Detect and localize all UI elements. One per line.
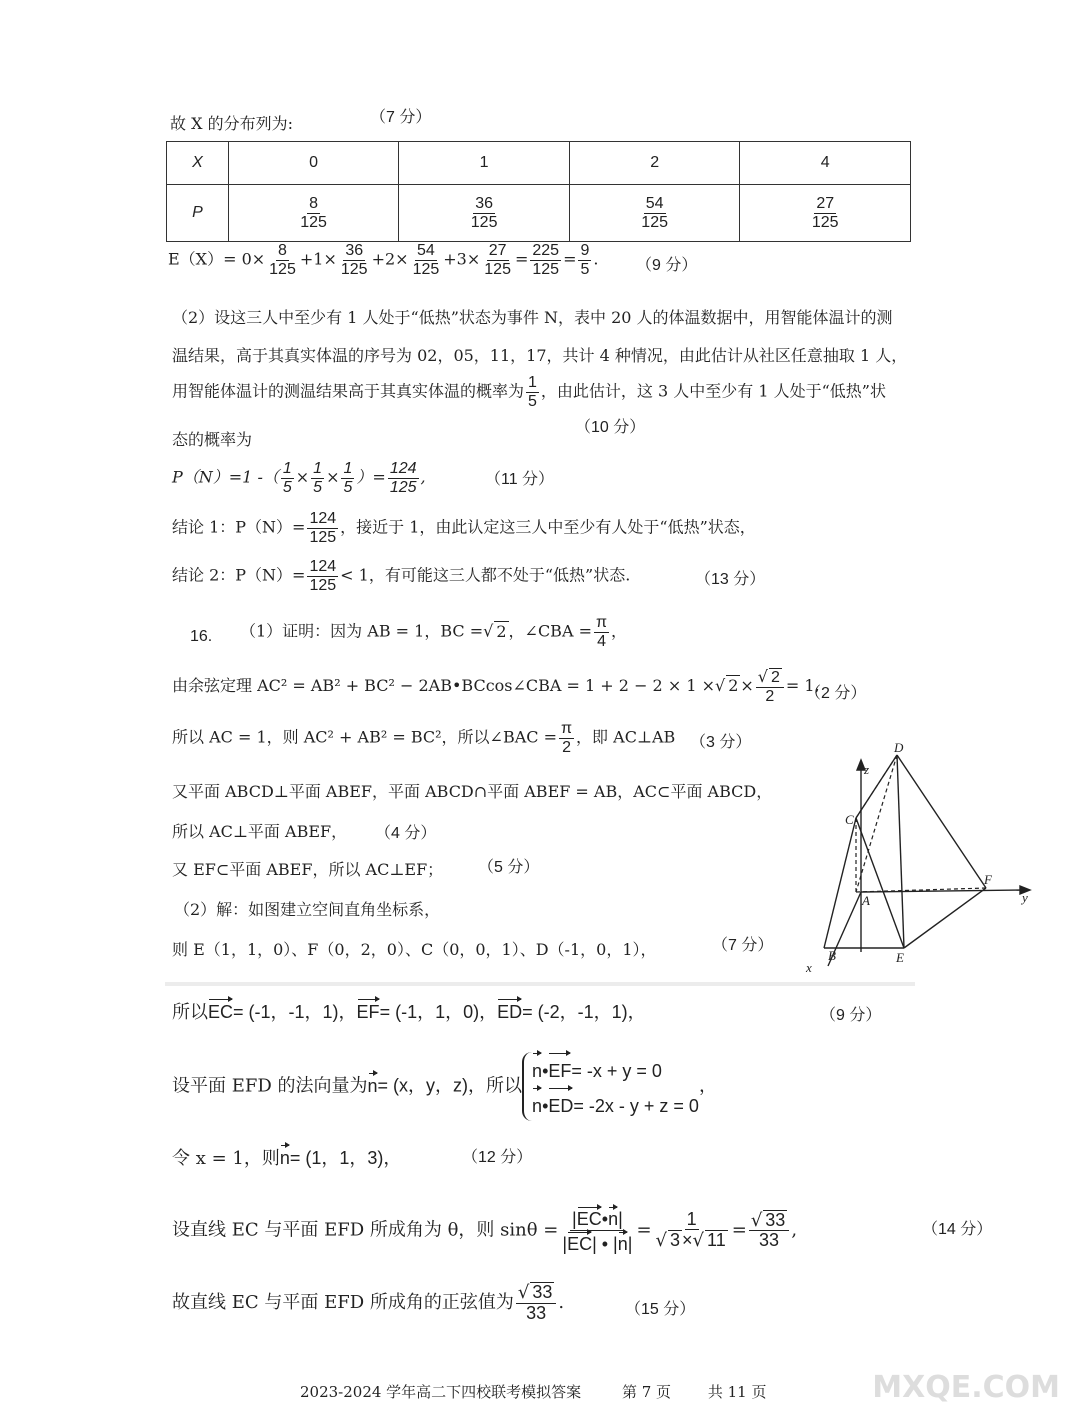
ex-eq: =	[563, 249, 577, 269]
pn-a: P（N）=1 -（	[172, 467, 279, 487]
q16-part1: （1）证明：因为 AB = 1，BC =√ 2 ，∠CBA = $\frac{\pi}{4}$ ，	[240, 614, 628, 650]
label-e: E	[896, 950, 904, 965]
ex-term: +1×	[299, 249, 337, 269]
c1-a: 结论 1：P（N）=	[172, 517, 306, 537]
s2-line3	[172, 374, 886, 410]
score-10: （10 分）	[575, 419, 646, 436]
table-header-cell: 0	[228, 142, 399, 185]
s2-line1: （2）设这三人中至少有 1 人处于“低热”状态为事件 N，表中 20 人的体温数据中，用智能体温计的测	[172, 308, 893, 327]
table-row	[167, 142, 911, 185]
frac-num: 54	[417, 242, 435, 259]
bar: |	[618, 1209, 623, 1229]
times: ×	[682, 1230, 693, 1251]
s2-line3b: ，由此估计，这 3 人中至少有 1 人处于“低热”状	[540, 381, 886, 401]
pn-x: ×	[326, 467, 340, 487]
score-4: （4 分）	[375, 825, 437, 842]
equation-system	[522, 1052, 699, 1121]
p1-b: ，∠CBA =	[508, 621, 592, 641]
c1-b: ，接近于 1，由此认定这三人中至少有人处于“低热”状态，	[340, 517, 756, 537]
pn-x: ×	[295, 467, 310, 487]
conclusion-2	[172, 558, 630, 594]
score-5: （5 分）	[478, 859, 540, 876]
vectors-line	[172, 998, 646, 1024]
frac-num: 225	[532, 242, 560, 259]
edge-de	[897, 755, 904, 948]
frac-den: 125	[309, 528, 337, 546]
frac-num: √ 33	[516, 1282, 557, 1304]
distribution-intro: 故 X 的分布列为:	[170, 114, 293, 133]
part2-intro: （2）解：如图建立空间直角坐标系，	[174, 900, 441, 919]
score-11: （11 分）	[485, 471, 555, 488]
sqrt33: 33	[532, 1282, 553, 1302]
normal-val: = (x，y，z)，所以	[377, 1075, 523, 1096]
label-y: y	[1022, 890, 1028, 905]
vec-ed-val: = (-2，-1，1)，	[522, 1002, 646, 1022]
final-end: .	[558, 1291, 565, 1313]
frac-den: 125	[532, 260, 560, 278]
final-answer	[172, 1282, 564, 1324]
vec-n: n	[368, 1072, 378, 1098]
frac-num: 9	[580, 242, 590, 259]
edge-ef	[904, 888, 986, 948]
vec-ed: ED	[548, 1087, 573, 1122]
ac-line	[172, 720, 675, 756]
footer-page: 第 7 页	[621, 1383, 672, 1401]
s2-line2: 温结果，高于其真实体温的序号为 02，05，11，17，共计 4 种情况，由此估计从社区任意抽取 1 人，	[172, 346, 908, 365]
label-a: A	[862, 893, 870, 908]
frac-num	[570, 1206, 625, 1231]
frac-num: 27	[488, 242, 507, 259]
distribution-table	[166, 141, 911, 242]
score-13: （13 分）	[695, 571, 766, 588]
frac-num: 124	[309, 558, 337, 575]
frac-den: 125	[412, 260, 440, 278]
let-line	[172, 1144, 401, 1170]
frac-den: 2	[562, 738, 571, 756]
p1-end: ，	[611, 621, 628, 641]
prob-denominator: 125	[811, 213, 839, 231]
bar: |	[627, 1233, 633, 1254]
table-row-label: P	[167, 185, 229, 242]
frac-num: π	[561, 720, 573, 737]
frac-den: 125	[309, 576, 337, 594]
vec-n: n	[280, 1144, 290, 1170]
vec-n: n	[618, 1231, 628, 1255]
ex-eq: =	[514, 249, 529, 269]
plane-line1: 又平面 ABCD⊥平面 ABEF，平面 ABCD∩平面 ABEF = AB，AC⊂平面 ABCD，	[172, 782, 773, 801]
frac-num: 1	[313, 460, 323, 477]
sqrt2: 2	[728, 676, 739, 696]
sqrt33: 33	[765, 1209, 786, 1230]
label-z: z	[864, 762, 870, 777]
ac-a: 所以 AC = 1，则 AC² + AB² = BC²，所以∠BAC =	[172, 727, 557, 747]
comma: ，	[698, 1075, 717, 1097]
dot: •	[542, 1095, 549, 1116]
table-header-cell: 1	[399, 142, 570, 185]
s2-line3a: 用智能体温计的测温结果高于其真实体温的概率为	[172, 381, 525, 401]
table-header-x: X	[167, 142, 229, 185]
dot: •	[601, 1209, 609, 1229]
ac-b: ，即 AC⊥AB	[576, 727, 676, 747]
normal-vector-line	[172, 1052, 717, 1121]
frac-num: 1	[343, 460, 353, 477]
sin-line	[172, 1206, 797, 1255]
frac-den: 5	[313, 478, 323, 496]
prob-numerator: 8	[309, 194, 319, 212]
vec-ec-val: = (-1，-1，1)，	[233, 1002, 357, 1022]
eq1-rhs: = -x + y = 0	[571, 1061, 662, 1081]
table-cell	[569, 185, 740, 242]
score-7: （7 分）	[370, 109, 432, 126]
sqrt11: 11	[707, 1230, 726, 1251]
score-12: （12 分）	[462, 1149, 533, 1166]
footer-title: 2023-2024 学年高二下四校联考模拟答案	[300, 1383, 582, 1401]
table-header-cell: 4	[740, 142, 911, 185]
pn-b: ）=	[356, 467, 386, 487]
frac-num: π	[596, 614, 608, 631]
frac-num: √ 33	[749, 1210, 790, 1232]
score-9b: （9 分）	[820, 1007, 882, 1024]
edge-da	[856, 755, 897, 892]
vec-ef: EF	[548, 1052, 571, 1087]
frac-den: 5	[343, 478, 353, 496]
vec-ec: EC	[577, 1206, 602, 1230]
dot: •	[542, 1061, 549, 1081]
frac-num: 1	[528, 374, 537, 391]
frac-num: 8	[278, 242, 287, 259]
ex-end: .	[593, 249, 599, 269]
label-f: F	[984, 872, 992, 887]
pn-formula	[172, 460, 426, 496]
bar: |	[572, 1209, 577, 1229]
prob-denominator: 125	[300, 213, 327, 231]
ex-term: +3×	[443, 249, 481, 269]
frac-den: 125	[484, 260, 511, 278]
frac-den: 2	[765, 687, 775, 705]
watermark: MXQE.COM	[872, 1370, 1060, 1405]
vec-ec: EC	[208, 998, 233, 1024]
vec-pre: 所以	[172, 1002, 208, 1023]
score-2: （2 分）	[805, 685, 867, 702]
ex-lhs: E（X）= 0×	[168, 249, 266, 269]
label-x: x	[806, 960, 812, 975]
c2-a: 结论 2：P（N）=	[172, 565, 306, 585]
c2-b: < 1，有可能这三人都不处于“低热”状态.	[340, 565, 631, 585]
frac-num: 124	[309, 510, 337, 527]
sin-a: 设直线 EC 与平面 EFD 所成角为 θ，则 sinθ =	[172, 1219, 559, 1241]
let-a: 令 x = 1，则	[172, 1148, 280, 1169]
frac-num: 1	[686, 1208, 697, 1229]
sqrt3: 3	[670, 1230, 681, 1251]
frac-num: 36	[345, 242, 364, 259]
score-7b: （7 分）	[712, 937, 774, 954]
sin-end: ,	[791, 1219, 798, 1241]
normal-a: 设平面 EFD 的法向量为	[172, 1075, 368, 1097]
table-row	[167, 185, 911, 242]
edge-df	[897, 755, 986, 888]
let-val: = (1，1，3)，	[289, 1148, 402, 1168]
score-14: （14 分）	[922, 1221, 993, 1238]
frac-den: 125	[389, 478, 417, 496]
frac-den: 125	[269, 260, 296, 278]
final-a: 故直线 EC 与平面 EFD 所成角的正弦值为	[172, 1291, 514, 1313]
bar: | • |	[592, 1233, 618, 1254]
plane-line3: 又 EF⊂平面 ABEF，所以 AC⊥EF；	[172, 860, 444, 879]
eq: =	[636, 1219, 652, 1241]
table-header-cell: 2	[569, 142, 740, 185]
prob-numerator: 27	[816, 194, 835, 212]
label-d: D	[894, 740, 904, 755]
sqrt2: 2	[771, 669, 780, 686]
vec-ec: EC	[567, 1231, 592, 1255]
eq: =	[731, 1219, 747, 1241]
prob-denominator: 125	[641, 213, 668, 231]
cosine-law: 由余弦定理 AC² = AB² + BC² − 2AB•BCcos∠CBA = 1 + 2 − 2 × 1 ×√ 2 × $\frac{√ 2}{2}$ = 1,	[172, 667, 820, 705]
label-c: C	[845, 812, 854, 827]
frac-den: 125	[340, 260, 368, 278]
frac-den: 33	[526, 1302, 547, 1323]
frac-den: 33	[759, 1230, 780, 1251]
vec-n: n	[532, 1052, 542, 1087]
prob-numerator: 54	[645, 194, 664, 212]
table-cell	[228, 185, 399, 242]
footer	[300, 1383, 766, 1401]
coordinates: 则 E（1，1，0）、F（0，2，0）、C（0，0，1）、D（-1，0，1），	[172, 940, 657, 959]
divider	[165, 982, 915, 986]
vec-ef: EF	[357, 998, 380, 1024]
bar: |	[562, 1233, 568, 1254]
footer-total: 共 11 页	[707, 1383, 767, 1401]
s2-line4: 态的概率为	[172, 430, 253, 449]
eq2-rhs: = -2x - y + z = 0	[573, 1095, 699, 1116]
score-15: （15 分）	[625, 1301, 696, 1318]
sqrt2: 2	[496, 621, 507, 641]
frac-den: 4	[597, 632, 606, 650]
edge-ce	[856, 818, 904, 948]
frac-num: √ 2	[756, 668, 784, 688]
ex-term: +2×	[371, 249, 409, 269]
frac-num: 1	[282, 460, 292, 477]
cos-end: = 1,	[785, 676, 820, 696]
frac-den: 5	[282, 478, 292, 496]
frac-den: 5	[528, 392, 537, 410]
frac-den: 5	[580, 260, 590, 278]
question-number: 16.	[190, 628, 213, 645]
vec-n: n	[532, 1087, 542, 1122]
prob-numerator: 36	[475, 194, 494, 212]
cos-a: 由余弦定理 AC² = AB² + BC² − 2AB•BCcos∠CBA = 1 + 2 − 2 × 1 ×	[172, 676, 715, 696]
conclusion-1	[172, 510, 756, 546]
frac-den: √ 3 ×√ 11	[655, 1230, 726, 1252]
score-3: （3 分）	[690, 734, 752, 751]
table-cell	[740, 185, 911, 242]
vec-n: n	[608, 1206, 618, 1230]
score-9: （9 分）	[636, 257, 698, 274]
p1-a: （1）证明：因为 AB = 1，BC =	[240, 621, 484, 641]
vec-ef-val: = (-1，1，0)，	[379, 1002, 498, 1022]
prob-denominator: 125	[470, 213, 498, 231]
cos-b: ×	[740, 676, 754, 696]
vec-ed: ED	[497, 998, 522, 1024]
expectation-formula	[168, 242, 598, 278]
label-b: B	[828, 948, 836, 963]
geometry-figure	[800, 738, 1040, 976]
frac-den	[560, 1231, 634, 1255]
pn-end: ,	[420, 467, 426, 487]
edge-cb	[824, 818, 856, 948]
plane-line2: 所以 AC⊥平面 ABEF，	[172, 822, 348, 841]
frac-num: 124	[389, 460, 417, 477]
table-cell	[399, 185, 570, 242]
